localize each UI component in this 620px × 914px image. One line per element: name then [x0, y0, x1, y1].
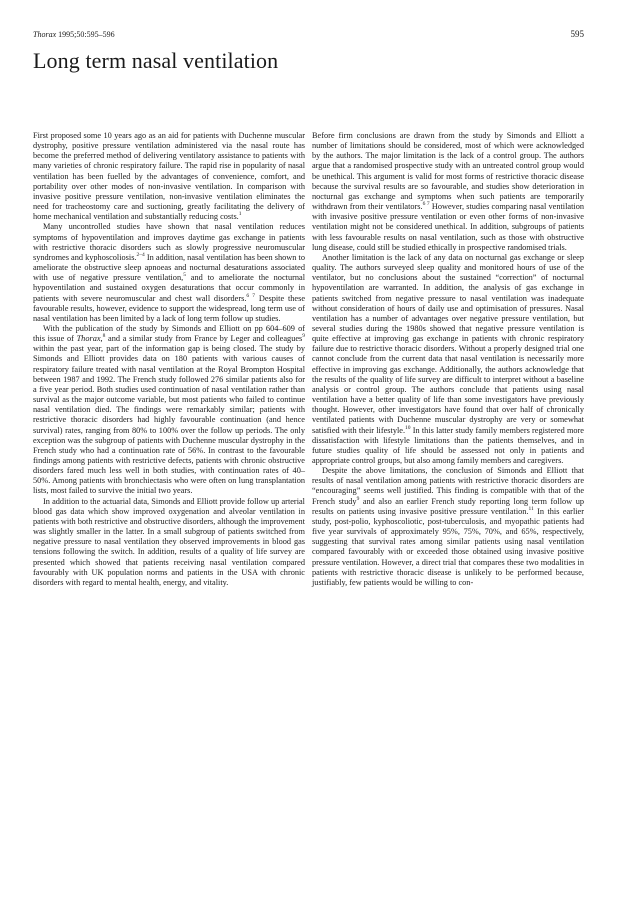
article-title: Long term nasal ventilation	[33, 48, 279, 73]
paragraph	[33, 131, 305, 222]
citation-ref: 10	[405, 424, 411, 431]
text-run: and a similar study from France by Leger and colleagues	[105, 334, 303, 344]
citation-ref: 6 7	[246, 292, 256, 299]
citation-ref: 2–4	[136, 252, 145, 259]
citation-ref: 6 7	[422, 201, 430, 208]
text-run: Many uncontrolled studies have shown that nasal ventilation reduces symptoms of hypoventilation and improves daytime gas exchange in patients with restrictive thoracic disorders such as slowly progressive neuromuscular syndromes and kyphoscoliosis.	[33, 222, 305, 262]
journal-name: Thorax	[33, 30, 57, 39]
journal-citation: 1995;50:595–596	[58, 30, 115, 39]
text-run: Another limitation is the lack of any data on nocturnal gas exchange or sleep quality. The authors surveyed sleep quality and monitored hours of use of the ventilator, but no conclusions about the sustained “correction” of nocturnal hypoventilation are warranted. In addition, the analysis of gas exchange in patients switched from negative pressure to nasal ventilation was inadequate without consideration of hours of daily use and optimisation of pressures. Nasal ventilation has a number of advantages over negative pressure ventilation, but several studies during the 1980s showed that negative pressure ventilation is quite effective at improving gas exchange in patients with chronic respiratory failure due to restrictive thoracic disorders. Without a properly designed trial one cannot conclude from the current data that nasal ventilation is necessarily more effective in improving gas exchange. Additionally, the authors acknowledge that the results of the quality of life survey are difficult to interpret without a baseline analysis or control group. The authors conclude that patients using nasal ventilation have a better quality of life than some investigators have previously thought. However, other investigators have found that over half of chronically ventilated patients with Duchenne muscular dystrophy are very or somewhat satisfied with their lifestyle.	[312, 252, 584, 435]
citation-ref: 8	[102, 333, 106, 340]
paragraph	[33, 497, 305, 588]
text-run: Before firm conclusions are drawn from the study by Simonds and Elliott a number of limitations should be considered, most of which were acknowledged by the authors. The major limitation is the lack of a control group. The authors argue that a randomised prospective study with an untreated control group would be unethical. This argument is valid for most forms of restrictive thoracic disease because the survival results are so favourable, and studies show deterioration in nocturnal gas exchange and symptoms when such patients are temporarily withdrawn from their ventilators.	[312, 131, 584, 212]
text-run: In addition to the actuarial data, Simonds and Elliott provide follow up arterial blood gas data which show improved oxygenation and alveolar ventilation in patients with both restrictive and obstructive disorders, although the improvement was slightly smaller in the latter. In a small subgroup of patients switched from negative pressure to nasal ventilation they observed improvements in blood gas tensions following the switch. In addition, results of a quality of life survey are presented which showed that patients receiving nasal ventilation compared favourably with UK population norms and patients in the USA with chronic disorders with regard to mental health, energy, and vitality.	[33, 496, 305, 587]
text-run: and to ameliorate the nocturnal hypoventilation and sustained oxygen desaturations that occur commonly in patients with severe neuromuscular and chest wall disorders.	[33, 273, 305, 303]
citation-ref: 1	[238, 211, 242, 218]
text-run: However, studies comparing nasal ventilation with invasive positive pressure ventilation or even other forms of non-invasive ventilation might not be considered unethical. In addition, subgroups of patients with less favourable results on nasal ventilation, such as those with obstructive lung disease, could still be studied ethically in prospective randomised trials.	[312, 202, 584, 252]
paragraph	[33, 324, 305, 497]
paragraph	[312, 131, 584, 253]
text-run: First proposed some 10 years ago as an aid for patients with Duchenne muscular dystrophy, positive pressure ventilation administered via the nasal route has become the preferred method of delivering ventilatory assistance to patients with many varieties of chronic respiratory failure. The rapid rise in popularity of nasal ventilation has been fuelled by the advantages of convenience, comfort, and portability over other modes of non-invasive ventilation. In comparison with invasive positive pressure ventilation, non-invasive ventilation eliminates the need for tracheostomy care and suctioning, greatly facilitating the delivery of home mechanical ventilation and substantially reducing costs.	[33, 131, 305, 222]
text-run: Despite the above limitations, the conclusion of Simonds and Elliott that results of nasal ventilation among patients with restrictive thoracic disorders are “encouraging” seems well justified. This finding is compatible with that of the French study	[312, 466, 584, 506]
journal-ref-italic: Thorax	[76, 334, 101, 344]
citation-ref: 9	[302, 333, 306, 340]
citation-ref: 11	[528, 506, 534, 513]
text-run: In this latter study family members registered more dissatisfaction with lifestyle limitations than the patients themselves, and in future studies quality of life should be assessed not only in patients and appropriate control groups, but also among family members and caregivers.	[312, 425, 584, 465]
text-run: within the past year, part of the information gap is being closed. The study by Simonds and Elliott provides data on 180 patients with various causes of respiratory failure treated with nasal ventilation at the Royal Brompton Hospital between 1987 and 1992. The French study followed 276 similar patients also for a five year period. Both studies used continuation of nasal ventilation rather than survival as the major outcome variable, but most patients who failed to continue nasal ventilation died. The findings were remarkably similar; patients with restrictive thoracic disorders had highly favourable continuation (and hence survival) rates, ranging from 80% to 100% over the follow up periods. The only exception was the subgroup of patients with Duchenne muscular dystrophy in the French study who had a continuation rate of 56%. In contrast to the favourable findings among patients with restrictive defects, patients with chronic obstructive disorders fared much less well in both studies, with continuation rates of 40–50%. Among patients with bronchiectasis who were often on lung transplantation lists, most failed to survive the initial two years.	[33, 344, 305, 496]
text-run: In addition, nasal ventilation has been shown to ameliorate the obstructive sleep apnoeas and nocturnal desaturations associated with use of negative pressure ventilation,	[33, 252, 305, 283]
page-number: 595	[570, 29, 584, 39]
paragraph	[312, 466, 584, 588]
right-column	[312, 131, 584, 588]
citation-ref: 5	[183, 272, 186, 279]
paragraph	[312, 253, 584, 466]
text-run: ,	[100, 334, 103, 344]
text-run: With the publication of the study by Simonds and Elliott on pp 604–609 of this issue of	[33, 323, 305, 344]
running-header	[33, 30, 115, 39]
text-run: Despite these favourable results, however, evidence to support the widespread, long term use of nasal ventilation has been limited by a lack of long term follow up studies.	[33, 293, 306, 323]
text-run: In this earlier study, post-polio, kyphoscoliotic, post-tuberculosis, and myopathic patients had five year survivals of approximately 95%, 75%, 70%, and 65%, respectively, suggesting that survival rates among similar patients using nasal ventilation compared favourably with or exceeded those obtained using invasive positive pressure ventilation. However, a direct trial that compares these two modalities in patients with restrictive thoracic disease is unlikely to be performed because, justifiably, few patients would be willing to con-	[312, 506, 585, 587]
paragraph	[33, 222, 305, 324]
left-column	[33, 131, 305, 588]
citation-ref: 9	[356, 495, 360, 502]
text-run: and also an earlier French study reporting long term follow up results on patients using invasive positive pressure ventilation.	[312, 496, 584, 516]
